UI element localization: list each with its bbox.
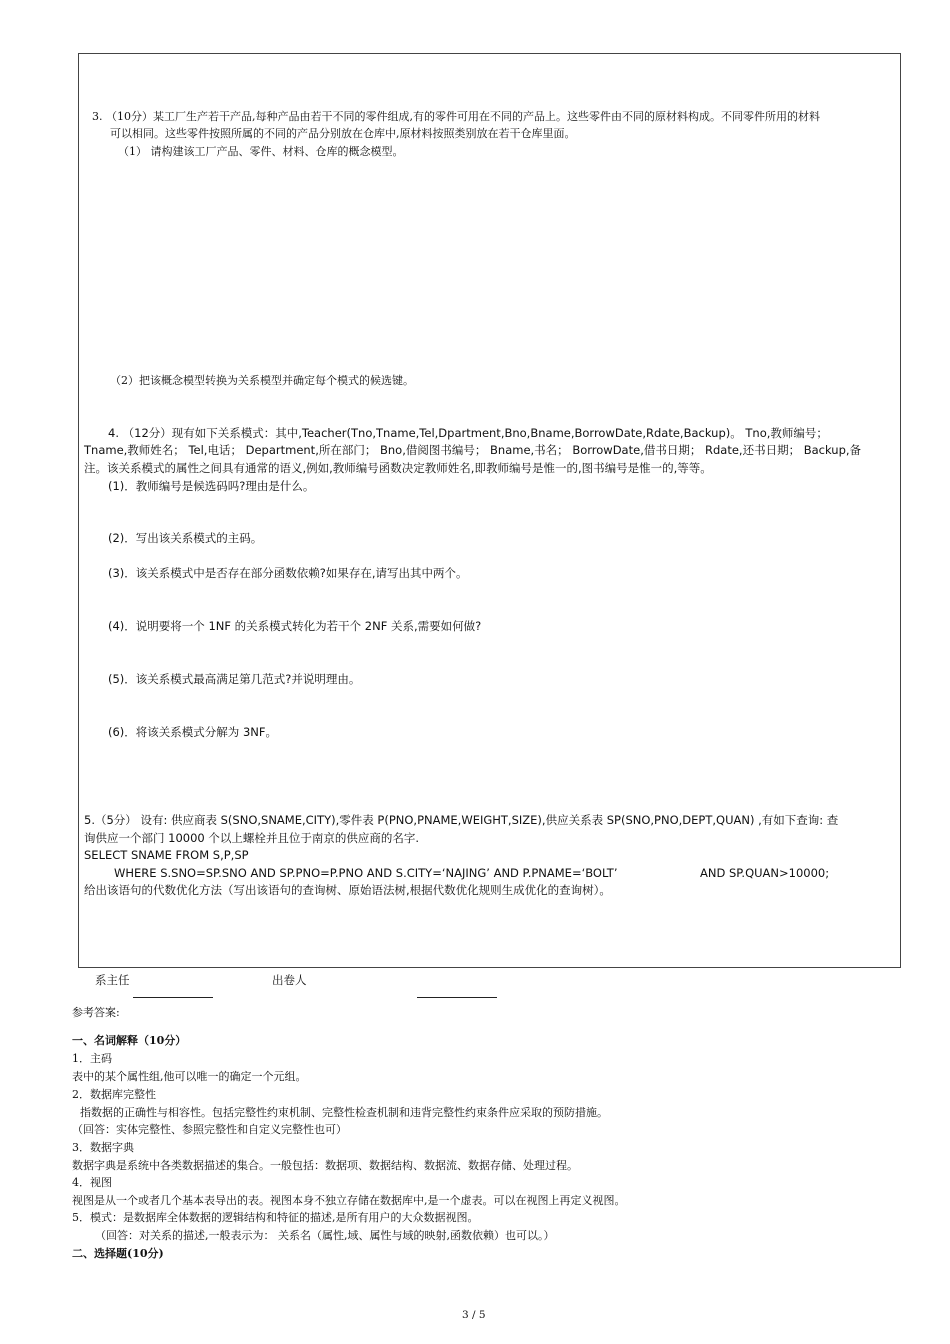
q3-sub2: （2）把该概念模型转换为关系模型并确定每个模式的候选键。: [110, 374, 414, 387]
answer-item-3: 3．数据字典: [72, 1141, 134, 1154]
q4-sub5: (5)．该关系模式最高满足第几范式?并说明理由。: [108, 672, 361, 686]
q4-sub4: (4)．说明要将一个 1NF 的关系模式转化为若干个 2NF 关系,需要如何做?: [108, 619, 482, 633]
answer-item-1-text: 表中的某个属性组,他可以唯一的确定一个元组。: [72, 1070, 307, 1083]
setter-signature-line: [417, 997, 497, 998]
dept-head-signature-line: [133, 997, 213, 998]
section-heading-2: 二、选择题(10分): [72, 1247, 164, 1260]
q4-line2: Tname,教师姓名； Tel,电话； Department,所在部门； Bno,借阅图书编号； Bname,书名； BorrowDate,借书日期； Rdate,还书日期； Backup,备: [84, 443, 862, 457]
setter-label: 出卷人: [272, 973, 307, 987]
answer-item-1: 1．主码: [72, 1052, 112, 1065]
page-number: 3 / 5: [462, 1309, 486, 1321]
q3-line2: 可以相同。这些零件按照所属的不同的产品分别放在仓库中,原材料按照类别放在若干仓库里面。: [110, 127, 576, 140]
answers-label: 参考答案:: [72, 1006, 120, 1019]
q5-line1: 5.（5分） 设有: 供应商表 S(SNO,SNAME,CITY),零件表 P(PNO,PNAME,WEIGHT,SIZE),供应关系表 SP(SNO,PNO,DEPT,QUAN) ,有如下查询: 查: [84, 813, 839, 827]
section-heading-1: 一、名词解释（10分）: [72, 1034, 187, 1047]
dept-head-label: 系主任: [95, 973, 130, 987]
q3-line1: 3. （10分）某工厂生产若干产品,每种产品由若干不同的零件组成,有的零件可用在不同的产品上。这些零件由不同的原材料构成。不同零件所用的材料: [92, 110, 820, 123]
q4-sub2: (2)．写出该关系模式的主码。: [108, 531, 263, 545]
q5-line2: 询供应一个部门 10000 个以上螺栓并且位于南京的供应商的名字.: [84, 831, 420, 845]
q5-line3: 给出该语句的代数优化方法（写出该语句的查询树、原始语法树,根据代数优化规则生成优化的查询树）。: [84, 883, 611, 897]
answer-item-3-text: 数据字典是系统中各类数据描述的集合。一般包括：数据项、数据结构、数据流、数据存储、处理过程。: [72, 1159, 578, 1172]
q4-sub1: (1)．教师编号是候选码吗?理由是什么。: [108, 479, 315, 493]
q4-sub3: (3)．该关系模式中是否存在部分函数依赖?如果存在,请写出其中两个。: [108, 566, 468, 580]
answer-item-2: 2．数据库完整性: [72, 1088, 156, 1101]
q5-sql-where: WHERE S.SNO=SP.SNO AND SP.PNO=P.PNO AND S.CITY=‘NAJING’ AND P.PNAME=‘BOLT’: [114, 866, 618, 880]
answer-item-5: 5．模式：是数据库全体数据的逻辑结构和特征的描述,是所有用户的大众数据视图。: [72, 1211, 479, 1224]
q3-sub1: （1） 请构建该工厂产品、零件、材料、仓库的概念模型。: [118, 145, 404, 158]
q5-sql-select: SELECT SNAME FROM S,P,SP: [84, 848, 249, 862]
q4-line3: 注。该关系模式的属性之间具有通常的语义,例如,教师编号函数决定教师姓名,即教师编号是惟一的,图书编号是惟一的,等等。: [84, 461, 712, 475]
q4-sub6: (6)．将该关系模式分解为 3NF。: [108, 725, 277, 739]
answer-item-4-text: 视图是从一个或者几个基本表导出的表。视图本身不独立存储在数据库中,是一个虚表。可以在视图上再定义视图。: [72, 1194, 626, 1207]
q5-sql-where-tail: AND SP.QUAN>10000;: [700, 866, 830, 880]
answer-item-2-text: 指数据的正确性与相容性。包括完整性约束机制、完整性检查机制和违背完整性约束条件应采取的预防措施。: [80, 1106, 608, 1119]
answer-item-4: 4．视图: [72, 1176, 112, 1189]
q4-line1: 4. （12分）现有如下关系模式：其中,Teacher(Tno,Tname,Tel,Dpartment,Bno,Bname,BorrowDate,Rdate,Backup)。 Tno,教师编号；: [108, 426, 828, 440]
answer-item-5-note: （回答：对关系的描述,一般表示为： 关系名（属性,域、属性与域的映射,函数依赖）也可以。）: [95, 1229, 555, 1242]
answer-item-2-note: （回答：实体完整性、参照完整性和自定义完整性也可）: [72, 1123, 347, 1136]
